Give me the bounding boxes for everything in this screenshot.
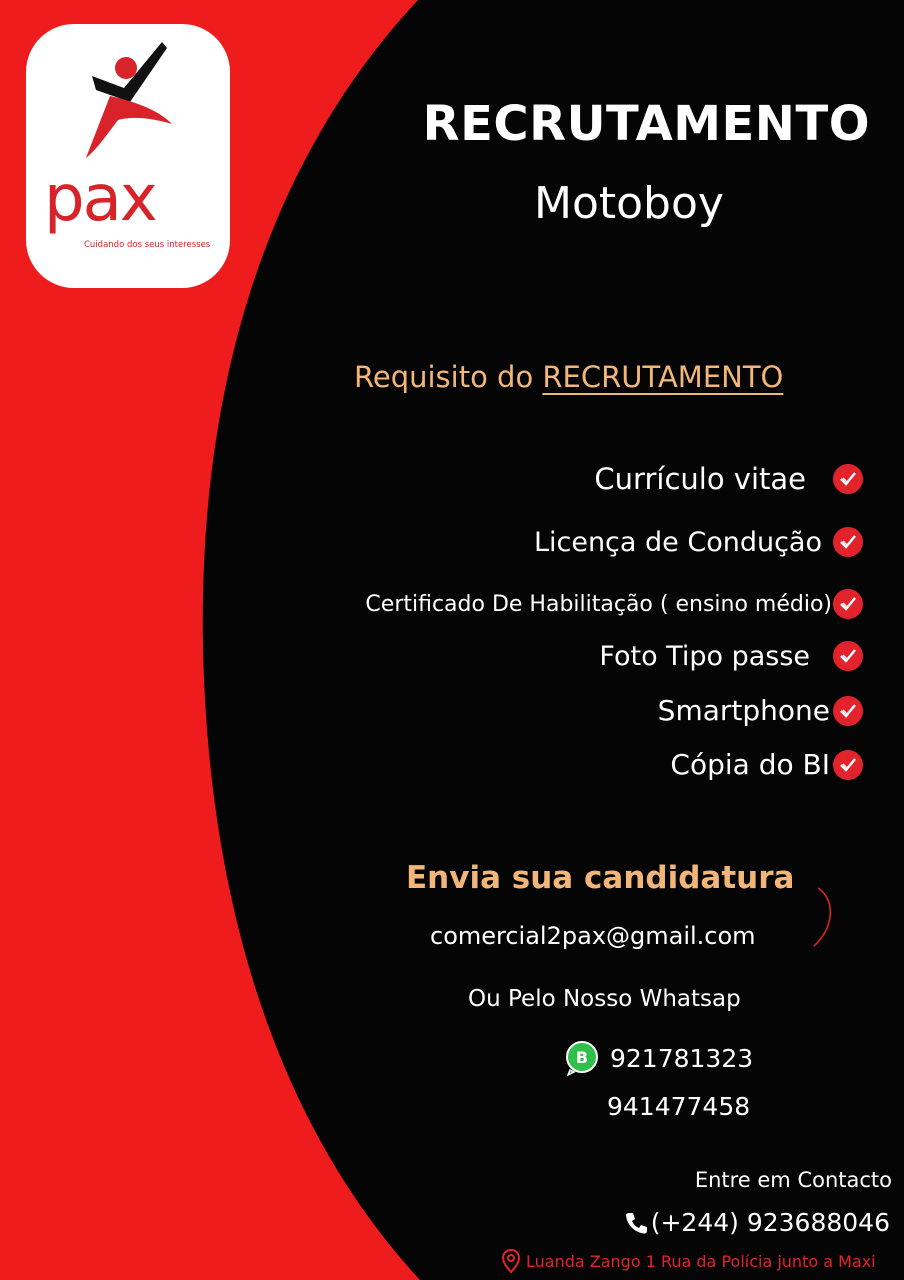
location-pin-icon — [500, 1248, 522, 1274]
whatsapp-number-link[interactable]: 941477458 — [607, 1092, 751, 1121]
requirement-label: Licença de Condução — [533, 526, 822, 558]
whatsapp-intro-text: Ou Pelo Nosso Whatsap — [468, 986, 741, 1012]
check-badge-icon — [832, 588, 864, 620]
contact-phone-number: (+244) 923688046 — [650, 1208, 890, 1237]
requirements-heading — [354, 360, 783, 394]
address-text: Luanda Zango 1 Rua da Polícia junto a Maxi — [526, 1251, 876, 1271]
requirements-heading-prefix: Requisito do — [354, 360, 534, 394]
requirement-item — [594, 462, 864, 496]
check-badge-icon — [832, 463, 864, 495]
requirement-label: Smartphone — [657, 694, 830, 727]
whatsapp-business-icon — [564, 1040, 600, 1076]
requirement-item — [658, 694, 864, 727]
whatsapp-number-link[interactable]: 921781323 — [610, 1044, 754, 1073]
check-badge-icon — [832, 640, 864, 672]
svg-text:B: B — [575, 1048, 589, 1067]
requirement-label: Currículo vitae — [594, 462, 806, 496]
contact-label: Entre em Contacto — [694, 1168, 892, 1192]
phone-icon — [623, 1210, 649, 1236]
application-heading: Envia sua candidatura — [406, 860, 795, 896]
address — [500, 1248, 876, 1274]
requirement-label: Foto Tipo passe — [599, 640, 810, 672]
contact-email-link[interactable]: comercial2pax@gmail.com — [430, 922, 756, 950]
requirements-heading-emphasis: RECRUTAMENTO — [542, 360, 784, 394]
contact-phone[interactable] — [623, 1208, 890, 1237]
requirement-item — [365, 588, 864, 620]
requirement-item — [599, 640, 864, 672]
requirement-item — [534, 526, 864, 558]
check-badge-icon — [832, 749, 864, 781]
check-badge-icon — [832, 695, 864, 727]
brand-wordmark: pax — [44, 162, 156, 236]
check-badge-icon — [832, 526, 864, 558]
logo-tagline: Cuidando dos seus interesses — [84, 240, 211, 250]
requirement-label: Certificado De Habilitação ( ensino médio) — [365, 591, 832, 617]
requirement-label: Cópia do BI — [670, 748, 830, 781]
requirement-item — [670, 748, 864, 781]
logo-card — [26, 24, 230, 288]
page-subtitle: Motoboy — [534, 178, 724, 229]
page-title: RECRUTAMENTO — [422, 96, 870, 152]
